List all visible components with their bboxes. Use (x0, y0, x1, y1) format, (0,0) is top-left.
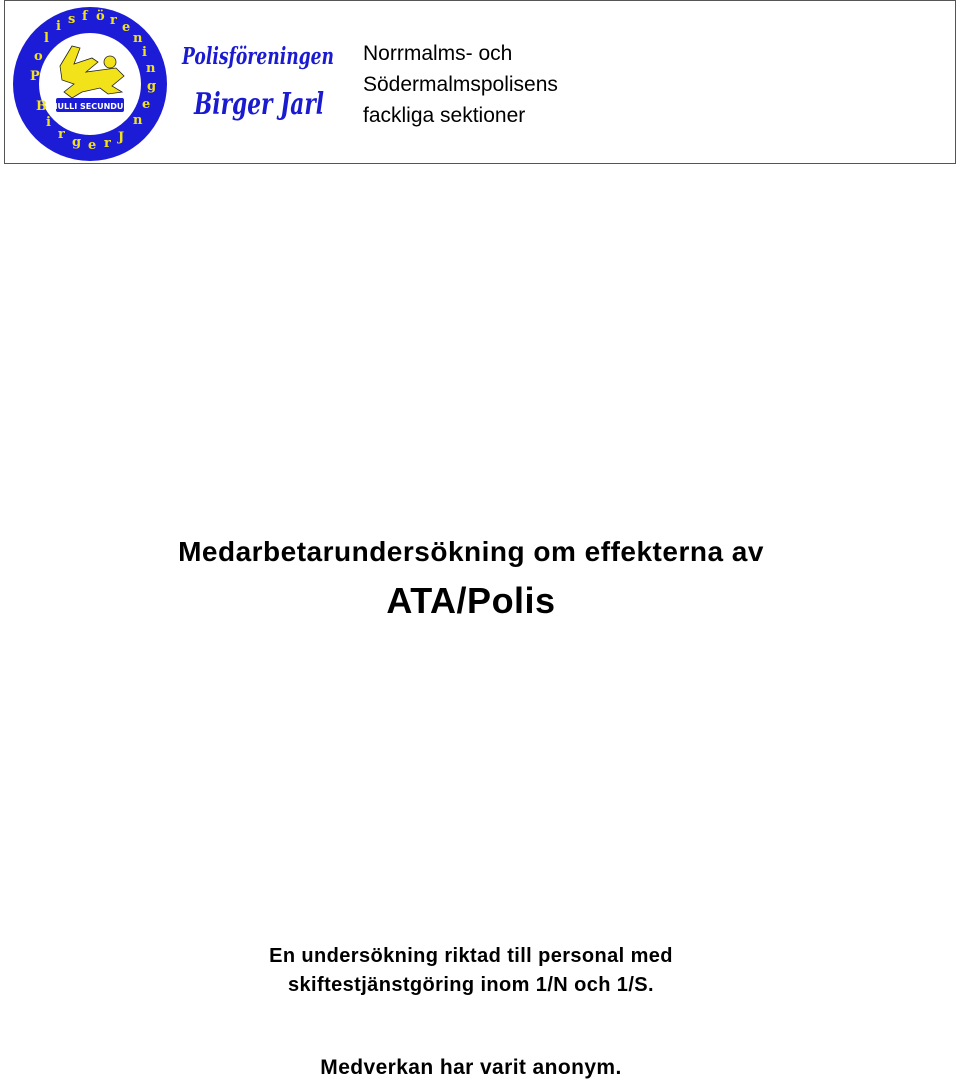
svg-text:NULLI SECUNDUS: NULLI SECUNDUS (50, 102, 130, 111)
svg-text:n: n (133, 31, 143, 46)
anonymity-note: Medverkan har varit anonym. (320, 1056, 622, 1079)
svg-text:Birger Jarl: Birger Jarl (193, 87, 324, 122)
association-wordmark-logo (180, 34, 340, 126)
svg-text:e: e (122, 20, 131, 35)
org-name-line2: Södermalmspolisens (363, 73, 558, 96)
svg-text:l: l (44, 31, 49, 46)
subtitle-line2: skiftestjänstgöring inom 1/N och 1/S. (288, 974, 654, 996)
svg-text:ö: ö (96, 9, 105, 24)
document-title-line1: Medarbetarundersökning om effekterna av (178, 536, 764, 567)
svg-text:r: r (58, 127, 65, 142)
svg-text:B: B (36, 99, 47, 114)
document-subtitle (0, 942, 942, 1000)
association-seal-logo (12, 6, 168, 162)
document-title-line2: ATA/Polis (386, 580, 556, 621)
svg-text:i: i (142, 45, 147, 60)
svg-text:n: n (133, 113, 143, 128)
svg-text:Polisföreningen: Polisföreningen (181, 43, 334, 70)
svg-text:f: f (82, 9, 88, 24)
svg-text:r: r (110, 13, 117, 28)
org-name-line1: Norrmalms- och (363, 42, 513, 65)
organization-name (363, 38, 693, 131)
svg-text:s: s (68, 12, 76, 27)
svg-text:i: i (46, 115, 51, 130)
subtitle-line1: En undersökning riktad till personal med (269, 945, 673, 967)
svg-text:J: J (118, 130, 125, 145)
svg-text:e: e (88, 138, 97, 153)
svg-text:P: P (30, 69, 40, 84)
svg-text:g: g (72, 135, 82, 150)
svg-text:e: e (142, 97, 151, 112)
svg-text:o: o (34, 49, 43, 64)
org-name-line3: fackliga sektioner (363, 104, 526, 127)
svg-text:n: n (146, 61, 156, 76)
svg-text:i: i (56, 19, 61, 34)
svg-text:r: r (104, 136, 111, 151)
svg-text:g: g (147, 79, 157, 94)
